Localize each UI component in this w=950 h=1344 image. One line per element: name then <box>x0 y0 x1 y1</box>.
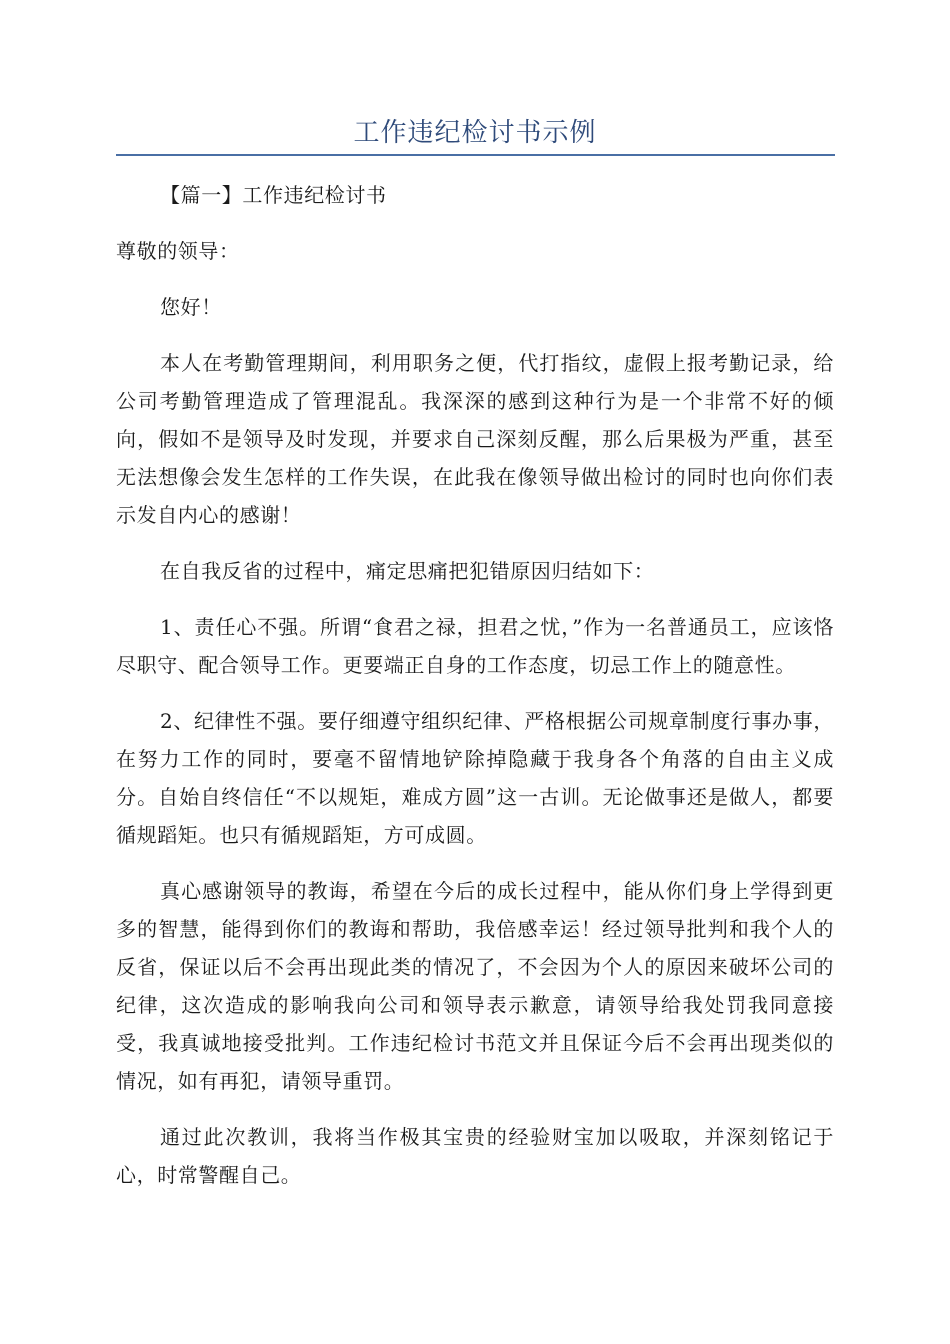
salutation: 尊敬的领导： <box>116 239 240 263</box>
document-title: 工作违纪检讨书示例 <box>353 118 597 148</box>
paragraph-gratitude: 真心感谢领导的教诲，希望在今后的成长过程中，能从你们身上学得到更多的智慧，能得到你们的教诲和帮助，我倍感幸运！经过领导批判和我个人的反省，保证以后不会再出现此类的情况了，不会因为个人的原因来破坏公司的纪律，这次造成的影响我向公司和领导表示歉意，请领导给我处罚我同意接受，我真诚地接受批判。工作违纪检讨书范文并且保证今后不会再出现类似的情况，如有再犯，请领导重罚。 <box>116 879 834 1093</box>
document-body <box>116 176 834 1212</box>
greeting: 您好！ <box>160 295 222 319</box>
section-heading: 【篇一】工作违纪检讨书 <box>160 183 387 207</box>
paragraph-reason-2: 2、纪律性不强。要仔细遵守组织纪律、严格根据公司规章制度行事办事，在努力工作的同时，要毫不留情地铲除掉隐藏于我身各个角落的自由主义成分。自始自终信任“不以规矩，难成方圆”这一古训。无论做事还是做人，都要循规蹈矩。也只有循规蹈矩，方可成圆。 <box>116 709 834 847</box>
paragraph-reflection-intro: 在自我反省的过程中，痛定思痛把犯错原因归结如下： <box>160 559 655 583</box>
paragraph-conclusion: 通过此次教训，我将当作极其宝贵的经验财宝加以吸取，并深刻铭记于心，时常警醒自己。 <box>116 1125 834 1187</box>
paragraph-confession: 本人在考勤管理期间，利用职务之便，代打指纹，虚假上报考勤记录，给公司考勤管理造成了管理混乱。我深深的感到这种行为是一个非常不好的倾向，假如不是领导及时发现，并要求自己深刻反醒，那么后果极为严重，甚至无法想像会发生怎样的工作失误，在此我在像领导做出检讨的同时也向你们表示发自内心的感谢！ <box>116 351 834 527</box>
paragraph-reason-1: 1、责任心不强。所谓“食君之禄，担君之忧，”作为一名普通员工，应该恪尽职守、配合领导工作。更要端正自身的工作态度，切忌工作上的随意性。 <box>116 615 834 677</box>
title-underline <box>116 154 835 156</box>
